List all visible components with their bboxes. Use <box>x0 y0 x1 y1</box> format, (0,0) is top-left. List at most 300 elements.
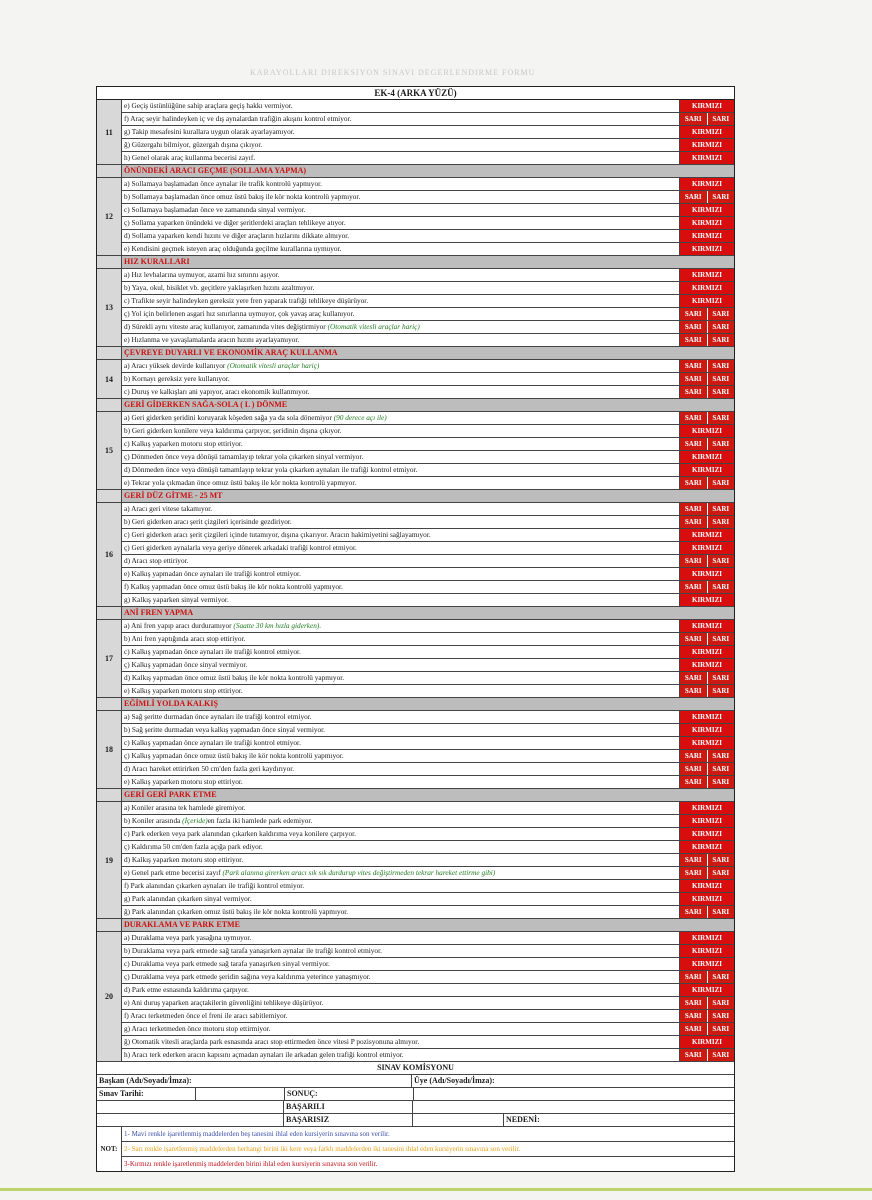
criterion-text <box>122 308 679 320</box>
criterion-text <box>122 932 679 944</box>
criterion-text <box>122 1036 679 1048</box>
group-number: 16 <box>97 503 122 607</box>
yellow-label: SARI <box>707 1010 735 1022</box>
criterion-row[interactable] <box>122 282 734 295</box>
yellow-label: SARI <box>680 1049 707 1061</box>
criterion-row[interactable] <box>122 269 734 282</box>
criterion-text <box>122 893 679 905</box>
criterion-row[interactable] <box>122 308 734 321</box>
criterion-text <box>122 386 679 398</box>
yellow-label: SARI <box>707 438 735 450</box>
criterion-row[interactable] <box>122 672 734 685</box>
criterion-row[interactable] <box>122 750 734 763</box>
criterion-row[interactable] <box>122 100 734 113</box>
severity-red <box>679 529 734 541</box>
criteria-group <box>97 503 734 607</box>
yellow-label: SARI <box>680 997 707 1009</box>
severity-red <box>679 152 734 164</box>
criterion-row[interactable] <box>122 334 734 347</box>
criterion-label: e) Kalkış yaparken motoru stop ettiriyor. <box>124 686 243 695</box>
severity-yellow <box>679 360 734 372</box>
criterion-text <box>122 360 679 372</box>
severity-yellow <box>679 321 734 333</box>
criterion-text <box>122 867 679 879</box>
yellow-label: SARI <box>680 334 707 346</box>
severity-red <box>679 945 734 957</box>
criterion-row[interactable] <box>122 737 734 750</box>
severity-red <box>679 880 734 892</box>
criterion-row[interactable] <box>122 880 734 893</box>
severity-red <box>679 620 734 632</box>
severity-red <box>679 802 734 814</box>
criterion-text <box>122 841 679 853</box>
red-label: KIRMIZI <box>680 282 734 294</box>
criterion-label: b) Geri giderken konilere veya kaldırıma çarpıyor, şeridinin dışına çıkıyor. <box>124 426 342 435</box>
yellow-label: SARI <box>680 477 707 489</box>
group-number: 12 <box>97 178 122 256</box>
criterion-row[interactable] <box>122 893 734 906</box>
criterion-text <box>122 529 679 541</box>
criterion-text <box>122 295 679 307</box>
successful-blank <box>413 1101 734 1113</box>
criterion-label: d) Sürekli aynı viteste araç kullanıyor, zamanında vites değiştirmiyor <box>124 322 326 331</box>
red-label: KIRMIZI <box>680 659 734 671</box>
yellow-label: SARI <box>707 971 735 983</box>
severity-red <box>679 126 734 138</box>
criterion-text <box>122 854 679 866</box>
severity-red <box>679 204 734 216</box>
criterion-text <box>122 724 679 736</box>
criterion-row[interactable] <box>122 763 734 776</box>
section-header <box>97 165 734 178</box>
yellow-label: SARI <box>680 1023 707 1035</box>
red-label: KIRMIZI <box>680 464 734 476</box>
criterion-text <box>122 321 679 333</box>
result-blank <box>414 1088 734 1100</box>
criterion-text <box>122 412 679 424</box>
criterion-row[interactable] <box>122 581 734 594</box>
red-label: KIRMIZI <box>680 204 734 216</box>
red-label: KIRMIZI <box>680 815 734 827</box>
exam-date-field[interactable] <box>196 1088 285 1100</box>
criterion-label: g) Park alanından çıkarken sinyal vermiyor. <box>124 894 252 903</box>
criterion-row[interactable] <box>122 425 734 438</box>
red-label: KIRMIZI <box>680 269 734 281</box>
criterion-row[interactable] <box>122 477 734 490</box>
criterion-label: a) Hız levhalarına uymuyor, azami hız sınırını aşıyor. <box>124 270 280 279</box>
criterion-text <box>122 737 679 749</box>
criteria-group <box>97 360 734 399</box>
blank-cell <box>97 1114 284 1126</box>
criteria-group <box>97 269 734 347</box>
yellow-label: SARI <box>680 360 707 372</box>
severity-red <box>679 841 734 853</box>
criterion-text <box>122 438 679 450</box>
criterion-row[interactable] <box>122 1023 734 1036</box>
criterion-row[interactable] <box>122 724 734 737</box>
criterion-text <box>122 334 679 346</box>
criterion-label: b) Yaya, okul, bisiklet vb. geçitlere yaklaşırken hızını azaltmıyor. <box>124 283 315 292</box>
criterion-text <box>122 555 679 567</box>
criterion-text <box>122 763 679 775</box>
criterion-text <box>122 230 679 242</box>
section-header <box>97 919 734 932</box>
criterion-row[interactable] <box>122 386 734 399</box>
red-label: KIRMIZI <box>680 646 734 658</box>
criterion-note: (Park alanına girerken aracı sık sık durdurup vites değiştirmeden tekrar hareket ettirme gibi) <box>222 868 496 877</box>
yellow-label: SARI <box>680 763 707 775</box>
criterion-label: e) Genel park etme becerisi zayıf <box>124 868 221 877</box>
severity-red <box>679 542 734 554</box>
criterion-text <box>122 880 679 892</box>
blank-cell <box>97 1101 284 1113</box>
criterion-row[interactable] <box>122 568 734 581</box>
criterion-text <box>122 503 679 515</box>
criterion-text <box>122 477 679 489</box>
exam-commission <box>97 1062 734 1126</box>
red-label: KIRMIZI <box>680 178 734 190</box>
note-line: 3-Kırmızı renkle işaretlenmiş maddelerden birini ihlal eden kursiyerin sınavına son verilir. <box>124 1160 378 1168</box>
yellow-label: SARI <box>680 854 707 866</box>
section-title: ÖNÜNDEKİ ARACI GEÇME (SOLLAMA YAPMA) <box>122 165 734 177</box>
red-label: KIRMIZI <box>680 958 734 970</box>
criterion-label: ç) Sollama yaparken önündeki ve diğer şeritlerdeki araçları tehlikeye atıyor. <box>124 218 346 227</box>
criterion-text <box>122 633 679 645</box>
criterion-label: c) Kalkış yapmadan önce aynaları ile trafiği kontrol etmiyor. <box>124 647 301 656</box>
criterion-text <box>122 204 679 216</box>
section-title: GERİ DÜZ GİTME - 25 MT <box>122 490 734 502</box>
yellow-label: SARI <box>707 581 735 593</box>
chairman-field[interactable]: Başkan (Adı/Soyadı/İmza): <box>97 1075 412 1087</box>
criterion-row[interactable] <box>122 906 734 919</box>
severity-red <box>679 217 734 229</box>
severity-red <box>679 230 734 242</box>
yellow-label: SARI <box>707 867 735 879</box>
yellow-label: SARI <box>707 555 735 567</box>
criterion-row[interactable] <box>122 841 734 854</box>
severity-red <box>679 178 734 190</box>
criterion-row[interactable] <box>122 503 734 516</box>
severity-red <box>679 100 734 112</box>
group-number: 11 <box>97 100 122 165</box>
criterion-text <box>122 945 679 957</box>
criterion-label: b) Koniler arasında <box>124 816 181 825</box>
criterion-text <box>122 828 679 840</box>
severity-yellow <box>679 763 734 775</box>
criterion-label: ç) Yol için belirlenen asgari hız sınırlarına uymuyor, çok yavaş araç kullanıyor. <box>124 309 355 318</box>
criterion-text <box>122 126 679 138</box>
criterion-row[interactable] <box>122 711 734 724</box>
group-number: 13 <box>97 269 122 347</box>
criterion-text <box>122 243 679 255</box>
criterion-row[interactable] <box>122 776 734 789</box>
yellow-label: SARI <box>680 685 707 697</box>
severity-red <box>679 269 734 281</box>
criterion-label: e) Hızlanma ve yavaşlamalarda aracın hızını ayarlayamıyor. <box>124 335 300 344</box>
yellow-label: SARI <box>707 477 735 489</box>
severity-red <box>679 282 734 294</box>
criteria-group <box>97 620 734 698</box>
criterion-label: h) Aracı terk ederken aracın kapısını açmadan aynaları ile arkadan gelen trafiği kontrol etmiyor. <box>124 1050 404 1059</box>
criterion-row[interactable] <box>122 997 734 1010</box>
group-number: 15 <box>97 412 122 490</box>
criterion-row[interactable] <box>122 295 734 308</box>
criterion-label: ç) Kalkış yapmadan önce omuz üstü bakış ile kör nokta kontrolü yapmıyor. <box>124 751 344 760</box>
criterion-row[interactable] <box>122 321 734 334</box>
severity-red <box>679 659 734 671</box>
red-label: KIRMIZI <box>680 568 734 580</box>
section-header <box>97 347 734 360</box>
criterion-text <box>122 568 679 580</box>
yellow-label: SARI <box>707 685 735 697</box>
section-title: EĞİMLİ YOLDA KALKIŞ <box>122 698 734 710</box>
criterion-label: b) Geri giderken aracı şerit çizgileri içerisinde gezdiriyor. <box>124 517 292 526</box>
red-label: KIRMIZI <box>680 100 734 112</box>
section-title: DURAKLAMA VE PARK ETME <box>122 919 734 931</box>
yellow-label: SARI <box>707 1049 735 1061</box>
result-label: SONUÇ: <box>285 1088 414 1100</box>
criterion-text <box>122 191 679 203</box>
successful-option[interactable]: BAŞARILI <box>284 1101 413 1113</box>
severity-yellow <box>679 672 734 684</box>
criterion-label: a) Aracı yüksek devirde kullanıyor <box>124 361 226 370</box>
red-label: KIRMIZI <box>680 932 734 944</box>
yellow-label: SARI <box>707 997 735 1009</box>
severity-red <box>679 737 734 749</box>
criterion-row[interactable] <box>122 217 734 230</box>
red-label: KIRMIZI <box>680 594 734 606</box>
criterion-text <box>122 802 679 814</box>
criterion-row[interactable] <box>122 204 734 217</box>
criterion-text <box>122 984 679 996</box>
criterion-text <box>122 776 679 788</box>
severity-yellow <box>679 191 734 203</box>
criterion-label: d) Aracı stop ettiriyor. <box>124 556 189 565</box>
yellow-label: SARI <box>680 867 707 879</box>
red-label: KIRMIZI <box>680 230 734 242</box>
yellow-label: SARI <box>680 581 707 593</box>
yellow-label: SARI <box>707 854 735 866</box>
severity-yellow <box>679 776 734 788</box>
criterion-label: ğ) Otomatik vitesli araçlarda park esnasında aracı stop ettirmeden önce vitesi P pozisyonuna almıyor. <box>124 1037 420 1046</box>
criterion-row[interactable] <box>122 932 734 945</box>
group-number: 18 <box>97 711 122 789</box>
criterion-row[interactable] <box>122 815 734 828</box>
severity-yellow <box>679 113 734 125</box>
criterion-row[interactable] <box>122 828 734 841</box>
criterion-label: d) Kalkış yaparken motoru stop ettiriyor. <box>124 855 244 864</box>
criterion-row[interactable] <box>122 529 734 542</box>
criterion-text <box>122 373 679 385</box>
criterion-label: c) Duraklama veya park etmede sağ tarafa yanaşırken sinyal vermiyor. <box>124 959 330 968</box>
section-title: GERİ GİDERKEN SAĞA-SOLA ( L ) DÖNME <box>122 399 734 411</box>
criterion-row[interactable] <box>122 685 734 698</box>
criterion-label: a) Ani fren yapıp aracı durduramıyor <box>124 621 232 630</box>
criterion-row[interactable] <box>122 555 734 568</box>
criterion-label: ç) Geri giderken aynalarla veya geriye dönerek arkadaki trafiği kontrol etmiyor. <box>124 543 357 552</box>
criterion-text <box>122 594 679 606</box>
criterion-label: ç) Duraklama veya park etmede şeridin sağına veya kaldırıma yeterince yanaşmıyor. <box>124 972 371 981</box>
criterion-label: h) Genel olarak araç kullanma becerisi zayıf. <box>124 153 256 162</box>
criterion-text <box>122 282 679 294</box>
criterion-label: g) Takip mesafesini kurallara uygun olarak ayarlayamıyor. <box>124 127 295 136</box>
criterion-text <box>122 152 679 164</box>
criterion-label: e) Ani duruş yaparken araçtakilerin güvenliğini tehlikeye düşürüyor. <box>124 998 324 1007</box>
criterion-row[interactable] <box>122 646 734 659</box>
yellow-label: SARI <box>707 776 735 788</box>
red-label: KIRMIZI <box>680 711 734 723</box>
criterion-label: c) Kalkış yaparken motoru stop ettiriyor. <box>124 439 243 448</box>
severity-red <box>679 828 734 840</box>
criterion-row[interactable] <box>122 412 734 425</box>
section-header <box>97 256 734 269</box>
criterion-text <box>122 971 679 983</box>
severity-yellow <box>679 854 734 866</box>
note-line: 1- Mavi renkle işaretlenmiş maddelerden beş tanesini ihlal eden kursiyerin sınavına son verilir. <box>122 1127 734 1142</box>
criterion-text <box>122 659 679 671</box>
severity-red <box>679 594 734 606</box>
criterion-row[interactable] <box>122 464 734 477</box>
criteria-group <box>97 802 734 919</box>
unsuccessful-option[interactable]: BAŞARISIZ <box>284 1114 413 1126</box>
member-field[interactable]: Üye (Adı/Soyadı/İmza): <box>414 1076 495 1085</box>
severity-yellow <box>679 1023 734 1035</box>
section-title: ANİ FREN YAPMA <box>122 607 734 619</box>
red-label: KIRMIZI <box>680 724 734 736</box>
criterion-text <box>122 672 679 684</box>
criterion-row[interactable] <box>122 620 734 633</box>
criterion-row[interactable] <box>122 945 734 958</box>
severity-yellow <box>679 906 734 918</box>
reason-field[interactable]: NEDENİ: <box>506 1115 540 1124</box>
criterion-row[interactable] <box>122 438 734 451</box>
red-label: KIRMIZI <box>680 841 734 853</box>
red-label: KIRMIZI <box>680 984 734 996</box>
severity-red <box>679 958 734 970</box>
yellow-label: SARI <box>707 386 735 398</box>
criterion-label: e) Kalkış yaparken motoru stop ettiriyor. <box>124 777 243 786</box>
criterion-row[interactable] <box>122 126 734 139</box>
criteria-group <box>97 178 734 256</box>
severity-yellow <box>679 750 734 762</box>
yellow-label: SARI <box>680 191 707 203</box>
criterion-row[interactable] <box>122 958 734 971</box>
yellow-label: SARI <box>680 321 707 333</box>
criterion-row[interactable] <box>122 243 734 256</box>
criterion-row[interactable] <box>122 1010 734 1023</box>
faded-header-text: KARAYOLLARI DIREKSIYON SINAVI DEGERLENDIRME FORMU <box>250 68 536 77</box>
criterion-label: ğ) Güzergahı bilmiyor, güzergah dışına çıkıyor. <box>124 140 263 149</box>
criterion-label: ç) Kalkış yapmadan önce sinyal vermiyor. <box>124 660 248 669</box>
red-label: KIRMIZI <box>680 893 734 905</box>
criteria-group <box>97 412 734 490</box>
criterion-label: c) Trafikte seyir halindeyken gereksiz yere fren yaparak trafiği tehlikeye düşürüyor. <box>124 296 369 305</box>
criterion-row[interactable] <box>122 230 734 243</box>
yellow-label: SARI <box>680 438 707 450</box>
yellow-label: SARI <box>680 412 707 424</box>
yellow-label: SARI <box>680 113 707 125</box>
severity-yellow <box>679 1049 734 1061</box>
criterion-row[interactable] <box>122 360 734 373</box>
criterion-label: g) Aracı terketmeden önce motoru stop ettirmiyor. <box>124 1024 271 1033</box>
red-label: KIRMIZI <box>680 1036 734 1048</box>
criterion-label: f) Kalkış yapmadan önce omuz üstü bakış ile kör nokta kontrolü yapmıyor. <box>124 582 343 591</box>
criterion-text <box>122 997 679 1009</box>
criterion-label: d) Park etme esnasında kaldırıma çarpıyor. <box>124 985 249 994</box>
criterion-row[interactable] <box>122 451 734 464</box>
red-label: KIRMIZI <box>680 542 734 554</box>
group-number: 14 <box>97 360 122 399</box>
severity-yellow <box>679 633 734 645</box>
criterion-text <box>122 815 679 827</box>
criterion-row[interactable] <box>122 113 734 126</box>
yellow-label: SARI <box>680 386 707 398</box>
evaluation-form <box>96 86 735 1172</box>
severity-yellow <box>679 1010 734 1022</box>
red-label: KIRMIZI <box>680 217 734 229</box>
criterion-row[interactable] <box>122 802 734 815</box>
yellow-label: SARI <box>680 1010 707 1022</box>
criterion-row[interactable] <box>122 633 734 646</box>
criterion-text <box>122 581 679 593</box>
criterion-label: b) Kornayı gereksiz yere kullanıyor. <box>124 374 230 383</box>
severity-yellow <box>679 516 734 528</box>
criterion-row[interactable] <box>122 542 734 555</box>
criterion-text <box>122 958 679 970</box>
criterion-row[interactable] <box>122 373 734 386</box>
criterion-text <box>122 217 679 229</box>
severity-yellow <box>679 412 734 424</box>
yellow-label: SARI <box>680 633 707 645</box>
severity-red <box>679 1036 734 1048</box>
criterion-row[interactable] <box>122 152 734 165</box>
criterion-row[interactable] <box>122 139 734 152</box>
criterion-row[interactable] <box>122 867 734 880</box>
criterion-row[interactable] <box>122 594 734 607</box>
criterion-label: d) Dönmeden önce veya dönüşü tamamlayıp tekrar yola çıkarken aynaları ile trafiği kontrol etmiyor. <box>124 465 418 474</box>
section-header <box>97 789 734 802</box>
criterion-row[interactable] <box>122 984 734 997</box>
section-header <box>97 490 734 503</box>
criterion-note: (Saatte 30 km hızla giderken). <box>233 621 322 630</box>
criterion-row[interactable] <box>122 1036 734 1049</box>
section-header <box>97 399 734 412</box>
criterion-text <box>122 425 679 437</box>
criterion-text <box>122 750 679 762</box>
severity-red <box>679 932 734 944</box>
criterion-row[interactable] <box>122 178 734 191</box>
criterion-row[interactable] <box>122 971 734 984</box>
criterion-row[interactable] <box>122 854 734 867</box>
criterion-row[interactable] <box>122 516 734 529</box>
severity-yellow <box>679 373 734 385</box>
criterion-label-tail: en fazla iki hamlede park edemiyor. <box>207 816 313 825</box>
criterion-label: g) Kalkış yaparken sinyal vermiyor. <box>124 595 229 604</box>
criterion-row[interactable] <box>122 1049 734 1062</box>
criterion-label: c) Geri giderken aracı şerit çizgileri içinde tutamıyor, dışına çıkarıyor. Aracın hakimiyetini sağlayamıyor. <box>124 530 431 539</box>
group-number: 17 <box>97 620 122 698</box>
criterion-label: e) Kendisini geçmek isteyen araç olduğunda geçilme kurallarına uymuyor. <box>124 244 342 253</box>
red-label: KIRMIZI <box>680 126 734 138</box>
group-number: 20 <box>97 932 122 1062</box>
yellow-label: SARI <box>707 412 735 424</box>
criterion-text <box>122 178 679 190</box>
criterion-label: c) Duruş ve kalkışları ani yapıyor, aracı ekonomik kullanmıyor. <box>124 387 310 396</box>
severity-yellow <box>679 334 734 346</box>
criterion-row[interactable] <box>122 659 734 672</box>
criterion-row[interactable] <box>122 191 734 204</box>
red-label: KIRMIZI <box>680 529 734 541</box>
